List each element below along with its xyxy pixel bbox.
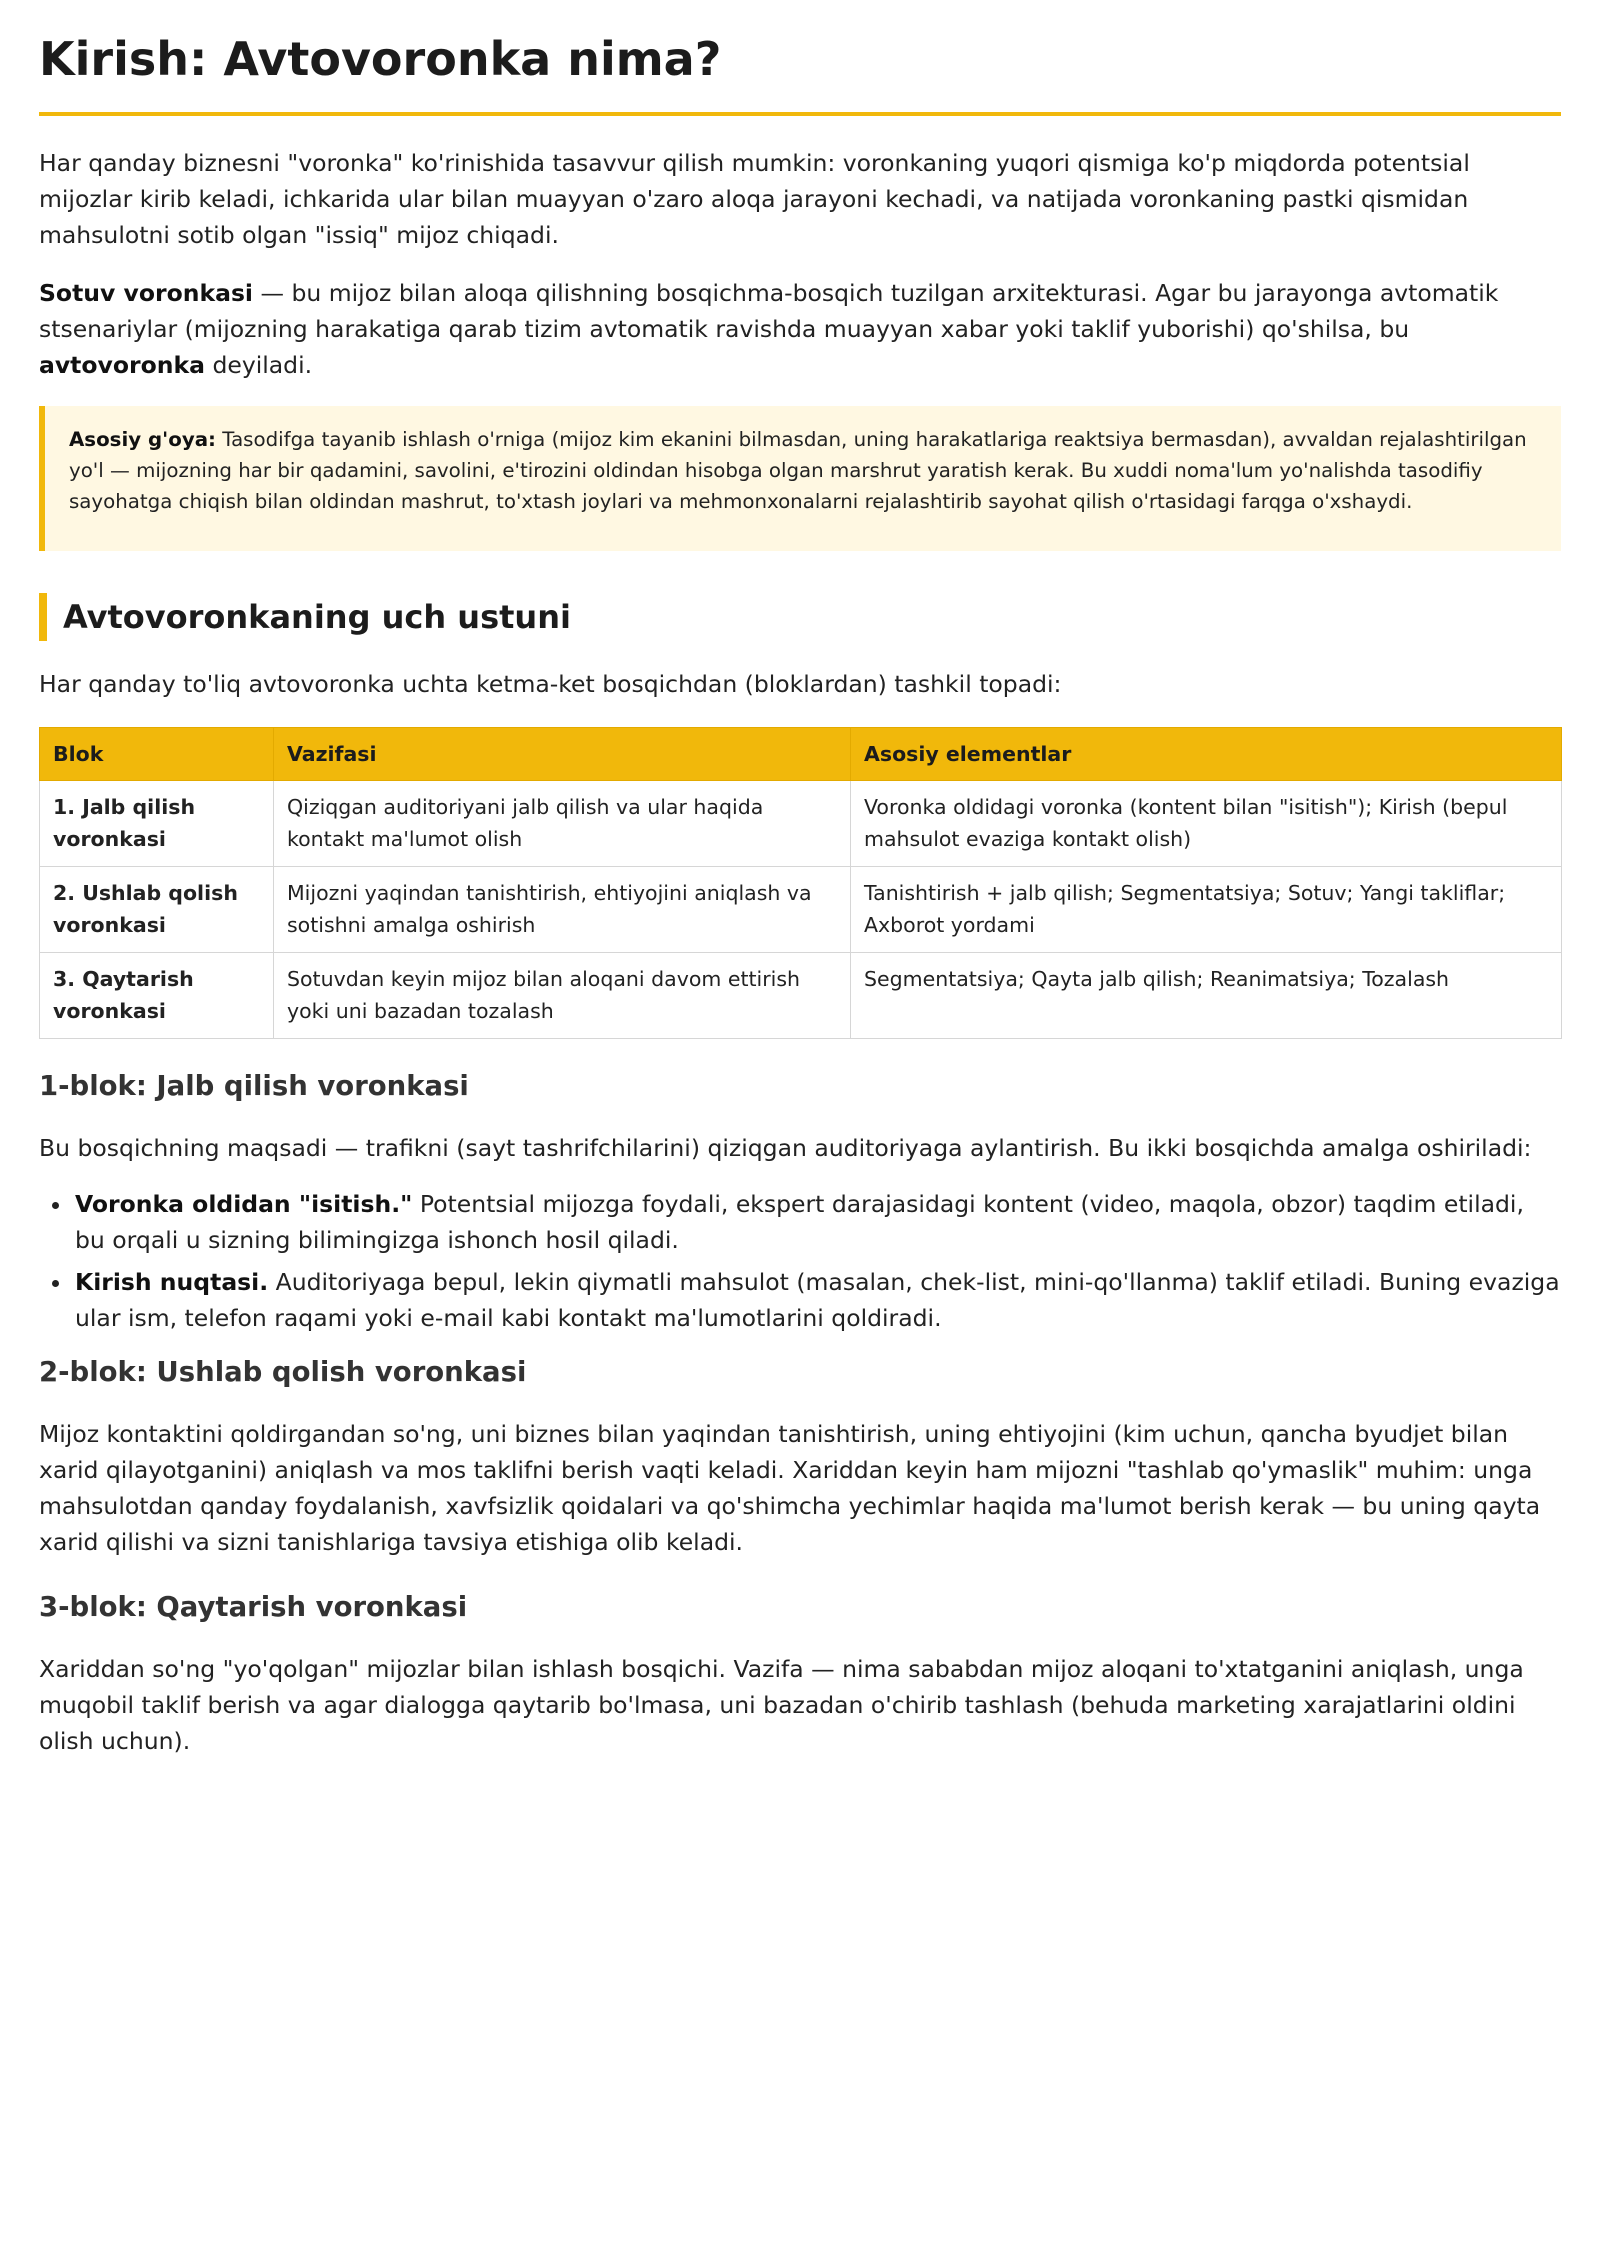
- blocks-table: [39, 727, 1562, 1039]
- block1-intro: Bu bosqichning maqsadi — trafikni (sayt tashrifchilarini) qiziqgan auditoriyaga aylantirish. Bu ikki bosqichda amalga oshiriladi:: [39, 1134, 1532, 1162]
- table-header-elementlar: Asosiy elementlar: [851, 728, 1562, 781]
- list-item-text: Auditoriyaga bepul, lekin qiymatli mahsulot (masalan, chek-list, mini-qo'llanma) taklif etiladi. Buning evaziga ular ism, telefon raqami yoki e-mail kabi kontakt ma'lumotlarini qoldiradi.: [75, 1268, 1560, 1332]
- section-heading: Avtovoronkaning uch ustuni: [39, 593, 1561, 641]
- list-item: [73, 1264, 1561, 1336]
- table-header-blok: Blok: [40, 728, 274, 781]
- block3-heading: 3-blok: Qaytarish voronkasi: [39, 1591, 468, 1623]
- table-cell-task: Qiziqgan auditoriyani jalb qilish va ular haqida kontakt ma'lumot olish: [274, 781, 851, 867]
- definition-text-1: — bu mijoz bilan aloqa qilishning bosqichma-bosqich tuzilgan arxitekturasi. Agar bu jarayonga avtomatik stsenariylar (mijozning harakatiga qarab tizim avtomatik ravishda muayyan xabar yoki taklif yuborishi) qo'shilsa, bu: [39, 279, 1499, 343]
- definition-text-2: deyiladi.: [204, 351, 313, 379]
- key-idea-callout: [39, 406, 1561, 551]
- table-row: [40, 867, 1562, 953]
- term-sotuv-voronkasi: Sotuv voronkasi: [39, 279, 253, 307]
- block3-text: Xariddan so'ng "yo'qolgan" mijozlar bilan ishlash bosqichi. Vazifa — nima sababdan mijoz aloqani to'xtatganini aniqlash, unga muqobil taklif berish va agar dialogga qaytarib bo'lmasa, uni bazadan o'chirib tashlash (behuda marketing xarajatlarini oldini olish uchun).: [39, 1655, 1524, 1755]
- table-cell-elements: Voronka oldidagi voronka (kontent bilan "isitish"); Kirish (bepul mahsulot evaziga kontakt olish): [851, 781, 1562, 867]
- block1-heading: 1-blok: Jalb qilish voronkasi: [39, 1070, 469, 1102]
- table-cell-task: Mijozni yaqindan tanishtirish, ehtiyojini aniqlash va sotishni amalga oshirish: [274, 867, 851, 953]
- table-cell-block: 1. Jalb qilish voronkasi: [40, 781, 274, 867]
- table-header-vazifasi: Vazifasi: [274, 728, 851, 781]
- list-item-label: Voronka oldidan "isitish.": [75, 1190, 413, 1218]
- intro-paragraph: Har qanday biznesni "voronka" ko'rinishida tasavvur qilish mumkin: voronkaning yuqori qismiga ko'p miqdorda potentsial mijozlar kirib keladi, ichkarida ular bilan muayyan o'zaro aloqa jarayoni kechadi, va natijada voronkaning pastki qismidan mahsulotni sotib olgan "issiq" mijoz chiqadi.: [39, 149, 1470, 249]
- section-intro: Har qanday to'liq avtovoronka uchta ketma-ket bosqichdan (bloklardan) tashkil topadi:: [39, 670, 1062, 698]
- definition-paragraph: [39, 275, 1561, 383]
- table-cell-elements: Segmentatsiya; Qayta jalb qilish; Reanimatsiya; Tozalash: [851, 953, 1562, 1039]
- document-page: [39, 26, 1561, 1759]
- list-item: [73, 1186, 1561, 1258]
- block1-list: [39, 1186, 1561, 1336]
- callout-text: Tasodifga tayanib ishlash o'rniga (mijoz kim ekanini bilmasdan, uning harakatlariga reaktsiya bermasdan), avvaldan rejalashtirilgan yo'l — mijozning har bir qadamini, savolini, e'tirozini oldindan hisobga olgan marshrut yaratish kerak. Bu xuddi noma'lum yo'nalishda tasodifiy sayohatga chiqish bilan oldindan mashrut, to'xtash joylari va mehmonxonalarni rejalashtirib sayohat qilish o'rtasidagi farqga o'xshaydi.: [69, 428, 1527, 513]
- block2-text: Mijoz kontaktini qoldirgandan so'ng, uni biznes bilan yaqindan tanishtirish, uning ehtiyojini (kim uchun, qancha byudjet bilan xarid qilayotganini) aniqlash va mos taklifni berish vaqti keladi. Xariddan keyin ham mijozni "tashlab qo'ymaslik" muhim: unga mahsulotdan qanday foydalanish, xavfsizlik qoidalari va qo'shimcha yechimlar haqida ma'lumot berish kerak — bu uning qayta xarid qilishi va sizni tanishlariga tavsiya etishiga olib keladi.: [39, 1420, 1541, 1556]
- callout-label: Asosiy g'oya:: [69, 428, 216, 451]
- page-title: Kirish: Avtovoronka nima?: [39, 26, 1561, 116]
- list-item-label: Kirish nuqtasi.: [75, 1268, 269, 1296]
- term-avtovoronka: avtovoronka: [39, 351, 205, 379]
- table-cell-task: Sotuvdan keyin mijoz bilan aloqani davom ettirish yoki uni bazadan tozalash: [274, 953, 851, 1039]
- table-row: [40, 781, 1562, 867]
- block2-heading: 2-blok: Ushlab qolish voronkasi: [39, 1356, 527, 1388]
- table-row: [40, 953, 1562, 1039]
- table-header-row: [40, 728, 1562, 781]
- table-cell-block: 2. Ushlab qolish voronkasi: [40, 867, 274, 953]
- table-cell-block: 3. Qaytarish voronkasi: [40, 953, 274, 1039]
- table-cell-elements: Tanishtirish + jalb qilish; Segmentatsiya; Sotuv; Yangi takliflar; Axborot yordami: [851, 867, 1562, 953]
- list-item-text: Potentsial mijozga foydali, ekspert darajasidagi kontent (video, maqola, obzor) taqdim etiladi, bu orqali u sizning bilimingizga ishonch hosil qiladi.: [75, 1190, 1524, 1254]
